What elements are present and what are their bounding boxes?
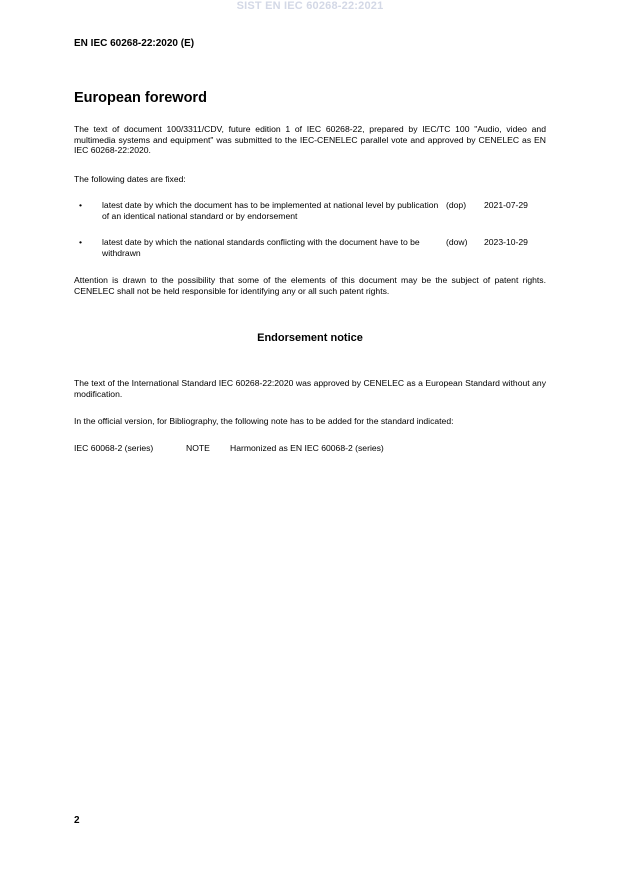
date-description: latest date by which the document has to be implemented at national level by publication of an identical national standard or by endorsement: [102, 200, 439, 221]
bibliography-note-text: Harmonized as EN IEC 60068-2 (series): [230, 443, 384, 453]
bullet-icon: •: [79, 237, 83, 247]
section-title-european-foreword: European foreword: [74, 90, 207, 106]
section-title-endorsement-notice: Endorsement notice: [257, 332, 363, 344]
page-number: 2: [74, 815, 80, 826]
date-abbreviation: (dow): [446, 237, 468, 247]
watermark: SIST EN IEC 60268-22:2021: [236, 0, 384, 12]
bullet-icon: •: [79, 200, 83, 210]
date-description: latest date by which the national standards conflicting with the document have to be withdrawn: [102, 237, 420, 258]
dates-intro-paragraph: The following dates are fixed:: [74, 174, 186, 184]
document-id-header: EN IEC 60268-22:2020 (E): [74, 38, 195, 49]
official-version-paragraph: In the official version, for Bibliography, the following note has to be added for the standard indicated:: [74, 416, 454, 426]
bibliography-reference: IEC 60068-2 (series): [74, 443, 154, 453]
bibliography-note-label: NOTE: [186, 443, 210, 453]
endorsement-paragraph: The text of the International Standard IEC 60268-22:2020 was approved by CENELEC as a European Standard without any modification.: [74, 378, 546, 399]
date-value: 2023-10-29: [484, 237, 528, 247]
date-value: 2021-07-29: [484, 200, 528, 210]
foreword-intro-paragraph: The text of document 100/3311/CDV, future edition 1 of IEC 60268-22, prepared by IEC/TC 100 "Audio, video and multimedia systems and equipment" was submitted to the IEC-CENELEC parallel vote and approved by CENELEC as EN IEC 60268-22:2020.: [74, 124, 546, 156]
date-abbreviation: (dop): [446, 200, 467, 210]
patent-attention-paragraph: Attention is drawn to the possibility that some of the elements of this document may be the subject of patent rights. CENELEC shall not be held responsible for identifying any or all such patent rights.: [74, 275, 546, 296]
